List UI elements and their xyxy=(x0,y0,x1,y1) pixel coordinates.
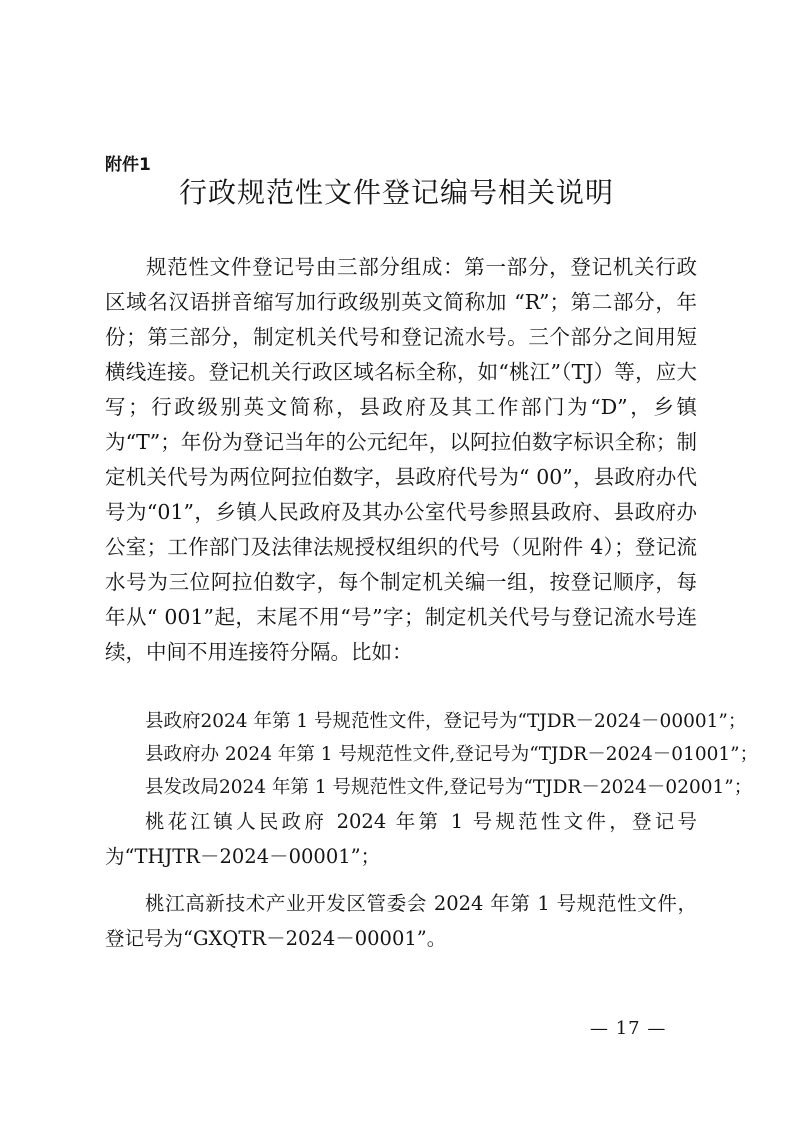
document-title: 行政规范性文件登记编号相关说明 xyxy=(178,176,614,209)
body-paragraph: 规范性文件登记号由三部分组成：第一部分，登记机关行政区域名汉语拼音缩写加行政级别英文简称加 “R”；第二部分，年份；第三部分，制定机关代号和登记流水号。三个部分之间用短横线连接。登记机关行政区域名标全称，如“桃江”（TJ）等，应大写；行政级别英文简称，县政府及其工作部门为“D”，乡镇为“T”；年份为登记当年的公元纪年，以阿拉伯数字标识全称；制定机关代号为两位阿拉伯数字，县政府代号为“ 00”，县政府办代号为“01”，乡镇人民政府及其办公室代号参照县政府、县政府办公室；工作部门及法律法规授权组织的代号（见附件 4）；登记流水号为三位阿拉伯数字，每个制定机关编一组，按登记顺序，每年从“ 001”起，末尾不用“号”字；制定机关代号与登记流水号连续，中间不用连接符分隔。比如： xyxy=(105,255,697,664)
example-item: 县发改局2024 年第 1 号规范性文件,登记号为“TJDR－2024－02001”； xyxy=(145,777,753,798)
annex-label: 附件1 xyxy=(105,155,151,175)
page-number: — 17 — xyxy=(590,1018,667,1039)
example-item: 县政府办 2024 年第 1 号规范性文件,登记号为“TJDR－2024－01001”； xyxy=(145,744,759,765)
example-item: 桃江高新技术产业开发区管委会 2024 年第 1 号规范性文件，登记号为“GXQTR－2024－00001”。 xyxy=(105,892,697,950)
example-item: 县政府2024 年第 1 号规范性文件，登记号为“TJDR－2024－00001”； xyxy=(145,711,747,732)
example-item: 桃花江镇人民政府 2024 年第 1 号规范性文件，登记号为“THJTR－2024－00001”； xyxy=(105,810,697,868)
body-section xyxy=(105,250,697,670)
examples-list xyxy=(105,705,759,956)
